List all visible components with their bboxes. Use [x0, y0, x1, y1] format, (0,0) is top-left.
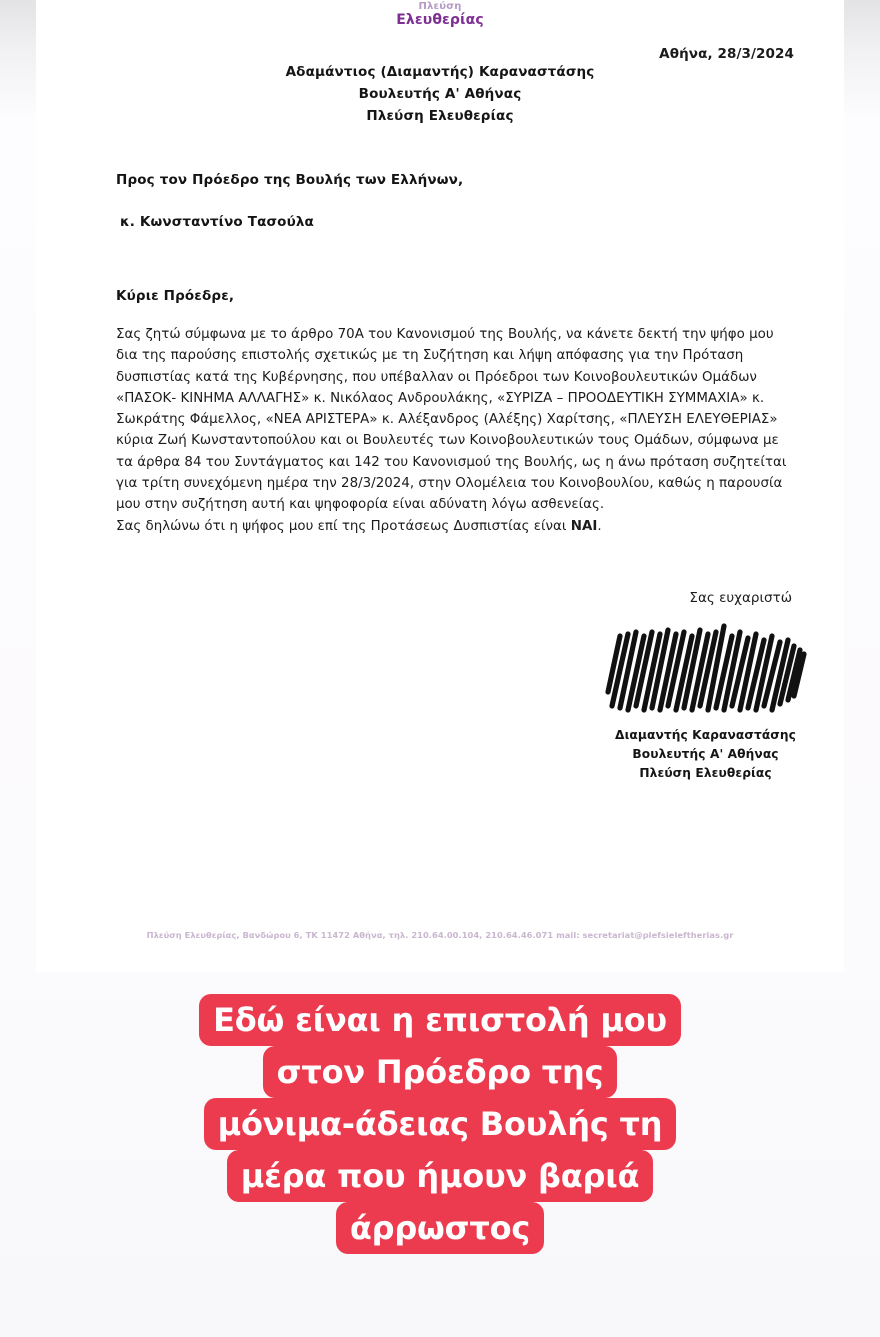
body-line: για τρίτη συνεχόμενη ημέρα την 28/3/2024, στην Ολομέλεια του Κοινοβουλίου, καθώς η παρουσία	[116, 476, 783, 492]
recipient-title: Προς τον Πρόεδρο της Βουλής των Ελλήνων,	[116, 172, 464, 188]
document-date: Αθήνα, 28/3/2024	[659, 46, 794, 62]
body-line: τα άρθρα 84 του Συντάγματος και 142 του Κανονισμού της Βουλής, ως η άνω πρόταση συζητείται	[116, 454, 787, 470]
letter-body	[116, 324, 806, 537]
caption-line	[0, 1150, 880, 1202]
vote-declaration	[116, 516, 806, 537]
logo-line-eleftherias: Ελευθερίας	[396, 12, 484, 28]
letter-document	[36, 0, 844, 972]
letterhead-logo	[36, 2, 844, 27]
body-paragraph	[116, 324, 806, 537]
caption-line	[0, 1046, 880, 1098]
vote-value: ΝΑΙ	[570, 518, 598, 534]
signature-caption	[615, 726, 796, 783]
logo-line-plefsi: Πλεύση	[418, 1, 462, 12]
caption-line-text: άρρωστος	[336, 1202, 544, 1254]
caption-line-text: στον Πρόεδρο της	[263, 1046, 618, 1098]
signature-party: Πλεύση Ελευθερίας	[639, 765, 772, 780]
body-line: δυσπιστίας κατά της Κυβέρνησης, που υπέβαλλαν οι Πρόεδροι των Κοινοβουλευτικών Ομάδων	[116, 369, 757, 385]
document-footer: Πλεύση Ελευθερίας, Βανδώρου 6, ΤΚ 11472 Αθήνα, τηλ. 210.64.00.104, 210.64.46.071 mail: secretariat@plefsieleftherias.gr	[146, 930, 734, 940]
body-line: μου στην συζήτηση αυτή και ψηφοφορία είναι αδύνατη λόγω ασθενείας.	[116, 497, 605, 513]
vote-declaration-period: .	[597, 518, 602, 534]
body-line: «ΠΑΣΟΚ- ΚΙΝΗΜΑ ΑΛΛΑΓΗΣ» κ. Νικόλαος Ανδρουλάκης, «ΣΥΡΙΖΑ – ΠΡΟΟΔΕΥΤΙΚΗ ΣΥΜΜΑΧΙΑ» κ.	[116, 390, 765, 406]
sender-block	[36, 62, 844, 128]
recipient-name: κ. Κωνσταντίνο Τασούλα	[120, 214, 314, 230]
sender-role: Βουλευτής Α' Αθήνας	[358, 85, 522, 102]
recipient-block	[116, 172, 463, 230]
body-line: κύρια Ζωή Κωνσταντοπούλου και οι Βουλευτές των Κοινοβουλευτικών τους Ομάδων, σύμφωνα με	[116, 433, 779, 449]
body-line: δια της παρούσης επιστολής σχετικώς με τη Συζήτηση και λήψη απόφασης για την Πρόταση	[116, 348, 744, 364]
caption-line	[0, 994, 880, 1046]
body-line: Σωκράτης Φάμελλος, «ΝΕΑ ΑΡΙΣΤΕΡΑ» κ. Αλέξανδρος (Αλέξης) Χαρίτσης, «ΠΛΕΥΣΗ ΕΛΕΥΘΕΡΙΑΣ»	[116, 412, 778, 428]
signature-redaction-scribble	[598, 620, 813, 715]
caption-line-text: μόνιμα-άδειας Βουλής τη	[204, 1098, 677, 1150]
caption-line	[0, 1098, 880, 1150]
story-caption	[0, 994, 880, 1254]
vote-declaration-text: Σας δηλώνω ότι η ψήφος μου επί της Προτάσεως Δυσπιστίας είναι	[116, 518, 571, 534]
salutation: Κύριε Πρόεδρε,	[116, 288, 235, 304]
signature-name: Διαμαντής Καραναστάσης	[615, 728, 796, 742]
signature-role: Βουλευτής Α' Αθήνας	[632, 746, 779, 761]
caption-line	[0, 1202, 880, 1254]
body-line: Σας ζητώ σύμφωνα με το άρθρο 70Α του Κανονισμού της Βουλής, να κάνετε δεκτή την ψήφο μου	[116, 327, 774, 342]
sender-name: Αδαμάντιος (Διαμαντής) Καραναστάσης	[285, 64, 595, 80]
sender-party: Πλεύση Ελευθερίας	[366, 107, 514, 124]
caption-line-text: μέρα που ήμουν βαριά	[227, 1150, 654, 1202]
caption-line-text: Εδώ είναι η επιστολή μου	[199, 994, 681, 1046]
closing-thanks: Σας ευχαριστώ	[689, 590, 792, 606]
